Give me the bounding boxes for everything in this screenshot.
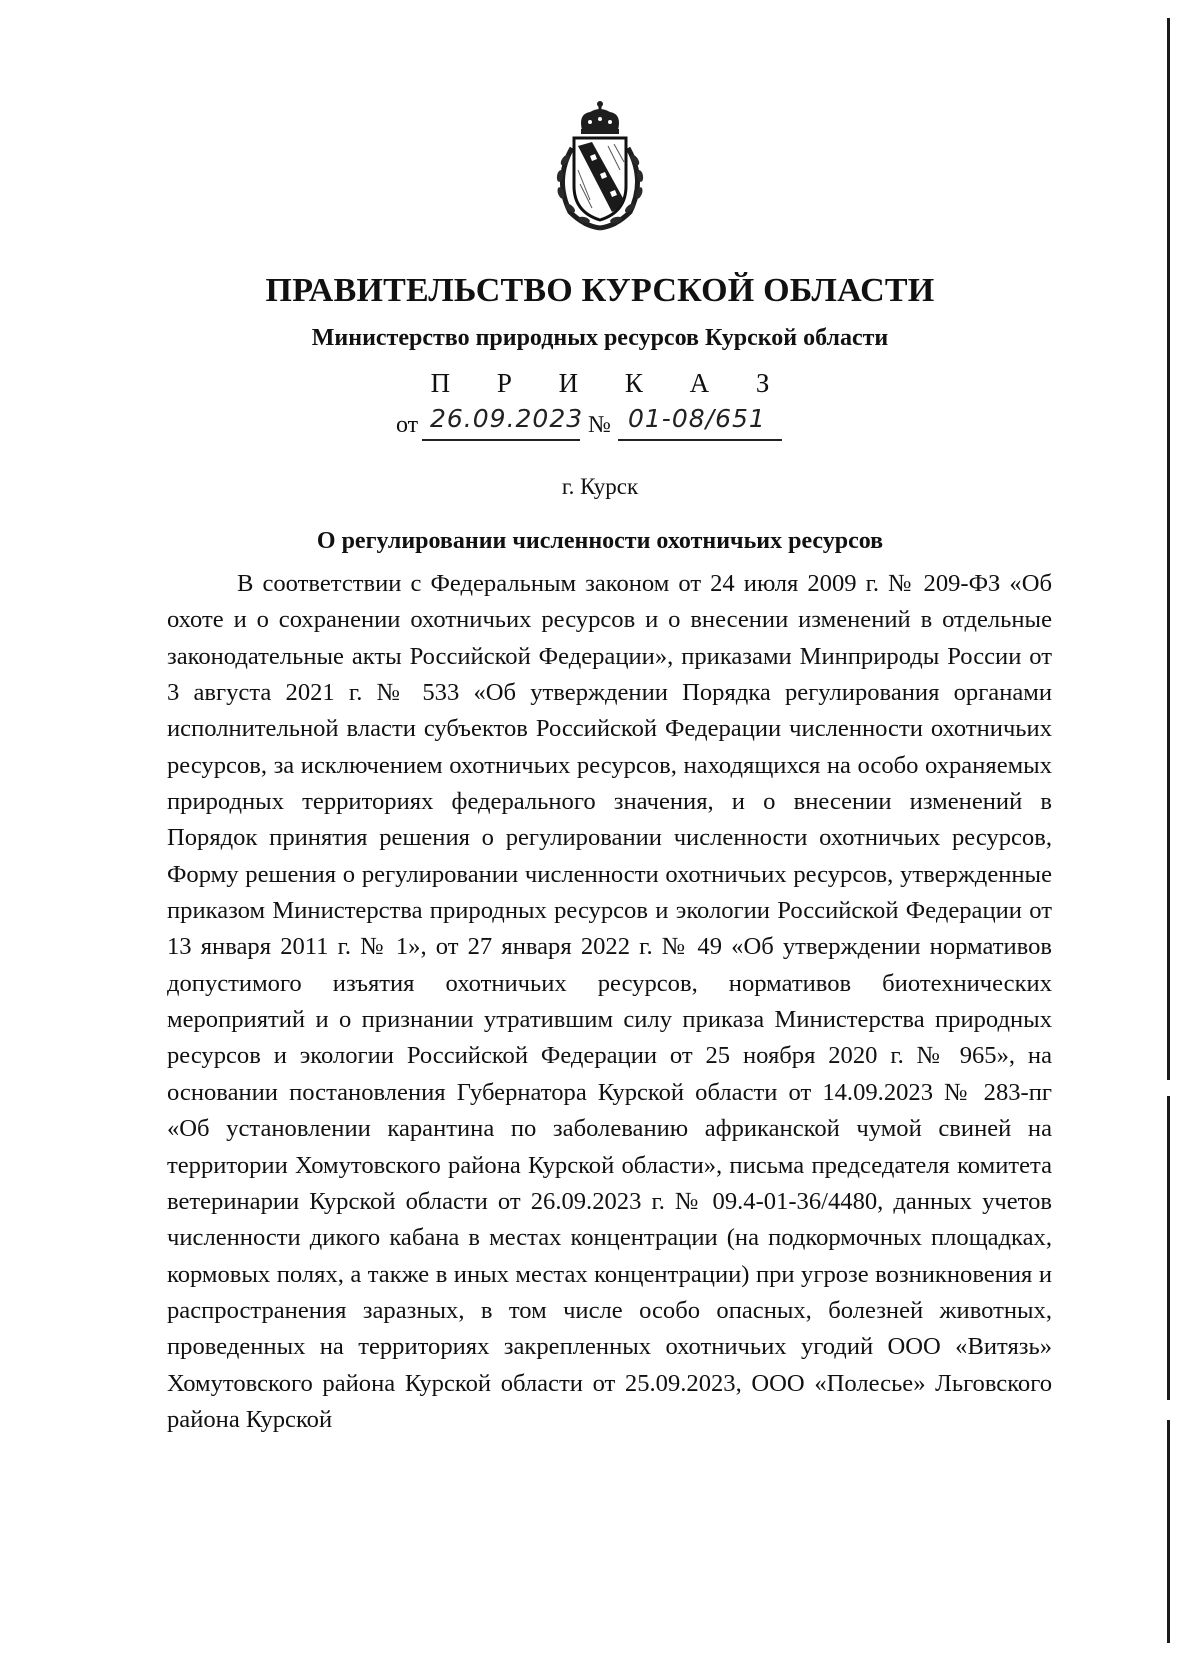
date-underline [422, 439, 580, 441]
date-prefix: от [396, 412, 419, 438]
scan-edge-gap [1167, 1080, 1170, 1096]
handwritten-number: 01-08/651 [628, 404, 766, 433]
number-underline [618, 439, 782, 441]
kursk-coat-of-arms-icon [548, 100, 652, 232]
handwritten-date: 26.09.2023 [430, 404, 584, 433]
document-type: П Р И К А З [430, 368, 790, 398]
number-prefix: № [588, 412, 611, 438]
city-name: г. Курск [561, 474, 639, 499]
ministry-name: Министерство природных ресурсов Курской области [311, 325, 889, 351]
document-subject: О регулировании численности охотничьих ресурсов [316, 528, 884, 554]
scan-edge-gap [1167, 1400, 1170, 1420]
government-title: ПРАВИТЕЛЬСТВО КУРСКОЙ ОБЛАСТИ [265, 272, 935, 309]
body-paragraph: В соответствии с Федеральным законом от 24 июля 2009 г. № 209-ФЗ «Об охоте и о сохранении охотничьих ресурсов и о внесении изменений в отдельные законодательные акты Российской Федерации», приказами Минприроды России от 3 августа 2021 г. № 533 «Об утверждении Порядка регулирования органами исполнительной власти субъектов Российской Федерации численности охотничьих ресурсов, за исключением охотничьих ресурсов, находящихся на особо охраняемых природных территориях федерального значения, и о внесении изменений в Порядок принятия решения о регулировании численности охотничьих ресурсов, Форму решения о регулировании численности охотничьих ресурсов, утвержденные приказом Министерства природных ресурсов и экологии Российской Федерации от 13 января 2011 г. № 1», от 27 января 2022 г. № 49 «Об утверждении нормативов допустимого изъятия охотничьих ресурсов, нормативов биотехнических мероприятий и о признании утратившим силу приказа Министерства природных ресурсов и экологии Российской Федерации от 25 ноября 2020 г. № 965», на основании постановления Губернатора Курской области от 14.09.2023 № 283-пг «Об установлении карантина по заболеванию африканской чумой свиней на территории Хомутовского района Курской области», письма председателя комитета ветеринарии Курской области от 26.09.2023 г. № 09.4-01-36/4480, данных учетов численности дикого кабана в местах концентрации (на подкормочных площадках, кормовых полях, а также в иных местах концентрации) при угрозе возникновения и распространения заразных, в том числе особо опасных, болезней животных, проведенных на территориях закрепленных охотничьих угодий ООО «Витязь» Хомутовского района Курской области от 25.09.2023, ООО «Полесье» Льговского района Курской [167, 570, 1052, 1433]
